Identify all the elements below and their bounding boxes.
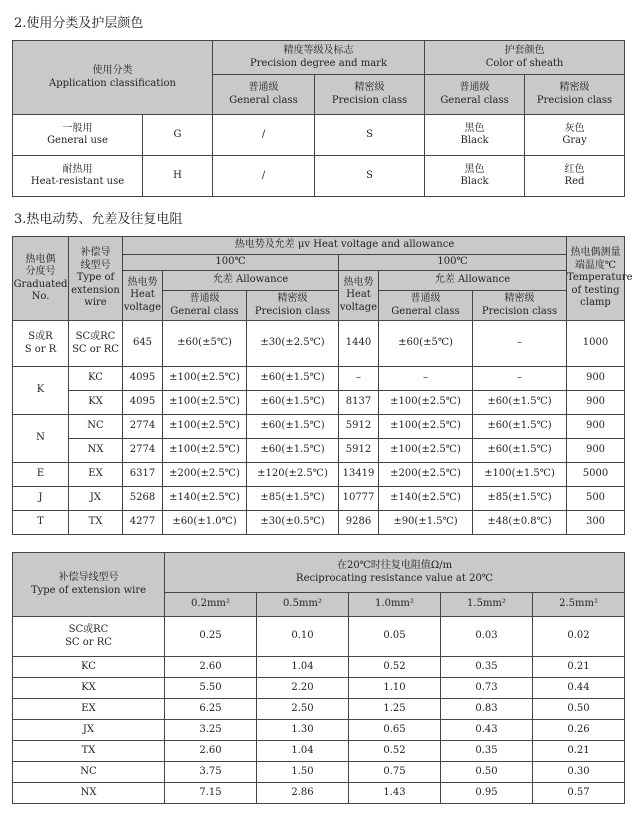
heat-voltage-header: 热电势及允差 μv Heat voltage and allowance — [123, 237, 567, 255]
table-row: 一般用 General use G / S 黑色 Black 灰色 Gray — [13, 115, 625, 156]
table-row: TX 2.60 1.04 0.52 0.35 0.21 — [13, 741, 625, 762]
allowance-header: 允差 Allowance — [379, 271, 567, 291]
size-header: 0.5mm² — [257, 593, 349, 617]
precision-class-header: 精密级 Precision class — [247, 291, 339, 321]
heat-voltage-table — [12, 236, 633, 535]
app-classification-header: 使用分类 Application classification — [13, 41, 213, 115]
precision-class-header: 精密级 Precision class — [525, 75, 625, 115]
section2-title: 2.使用分类及护层颜色 — [14, 16, 144, 31]
temp-100-header: 100℃ — [339, 255, 567, 271]
general-class-header: 普通级 General class — [213, 75, 315, 115]
precision-class-header: 精密级 Precision class — [315, 75, 425, 115]
testing-temp-header: 热电偶测量 端温度℃ Temperature of testing clamp — [567, 237, 625, 321]
table-row: E EX 6317 ±200(±2.5℃) ±120(±2.5℃) 13419 ±200(±2.5℃) ±100(±1.5℃) 5000 — [13, 463, 625, 487]
table-row: NX 2774 ±100(±2.5℃) ±60(±1.5℃) 5912 ±100(±2.5℃) ±60(±1.5℃) 900 — [13, 439, 625, 463]
general-class-header: 普通级 General class — [379, 291, 473, 321]
precision-header: 精度等级及标志 Precision degree and mark — [213, 41, 425, 75]
table-row: KX 4095 ±100(±2.5℃) ±60(±1.5℃) 8137 ±100(±2.5℃) ±60(±1.5℃) 900 — [13, 391, 625, 415]
table-row: NC 3.75 1.50 0.75 0.50 0.30 — [13, 762, 625, 783]
general-class-header: 普通级 General class — [425, 75, 525, 115]
general-class-header: 普通级 General class — [163, 291, 247, 321]
table-row: 耐热用 Heat-resistant use H / S 黑色 Black 红色 Red — [13, 156, 625, 197]
table-row: N NC 2774 ±100(±2.5℃) ±60(±1.5℃) 5912 ±100(±2.5℃) ±60(±1.5℃) 900 — [13, 415, 625, 439]
size-header: 1.5mm² — [441, 593, 533, 617]
heat-voltage-col: 热电势 Heat voltage — [123, 271, 163, 321]
table-row: T TX 4277 ±60(±1.0℃) ±30(±0.5℃) 9286 ±90(±1.5℃) ±48(±0.8℃) 300 — [13, 511, 625, 535]
table-row: EX 6.25 2.50 1.25 0.83 0.50 — [13, 699, 625, 720]
extension-type-header: 补偿导 线型号 Type of extension wire — [69, 237, 123, 321]
resistance-header: 在20℃时往复电阻值Ω/m Reciprocating resistance value at 20℃ — [165, 553, 625, 593]
precision-class-header: 精密级 Precision class — [473, 291, 567, 321]
table-row: NX 7.15 2.86 1.43 0.95 0.57 — [13, 783, 625, 804]
graduated-no-header: 热电偶 分度号 Graduated No. — [13, 237, 69, 321]
size-header: 2.5mm² — [533, 593, 625, 617]
section3-title: 3.热电动势、允差及往复电阻 — [14, 212, 183, 227]
table-row: SC或RC SC or RC 0.25 0.10 0.05 0.03 0.02 — [13, 617, 625, 657]
sheath-color-header: 护套颜色 Color of sheath — [425, 41, 625, 75]
classification-table — [12, 40, 625, 197]
table-row: J JX 5268 ±140(±2.5℃) ±85(±1.5℃) 10777 ±140(±2.5℃) ±85(±1.5℃) 500 — [13, 487, 625, 511]
extension-wire-type-header: 补偿导线型号 Type of extension wire — [13, 553, 165, 617]
table-row: KX 5.50 2.20 1.10 0.73 0.44 — [13, 678, 625, 699]
resistance-table — [12, 552, 625, 804]
table-row: JX 3.25 1.30 0.65 0.43 0.26 — [13, 720, 625, 741]
temp-100-header: 100℃ — [123, 255, 339, 271]
heat-voltage-col: 热电势 Heat voltage — [339, 271, 379, 321]
size-header: 0.2mm² — [165, 593, 257, 617]
size-header: 1.0mm² — [349, 593, 441, 617]
table-row: KC 2.60 1.04 0.52 0.35 0.21 — [13, 657, 625, 678]
table-row: S或R S or R SC或RC SC or RC 645 ±60(±5℃) ±30(±2.5℃) 1440 ±60(±5℃) – 1000 — [13, 321, 625, 367]
table-row: K KC 4095 ±100(±2.5℃) ±60(±1.5℃) – – – 900 — [13, 367, 625, 391]
allowance-header: 允差 Allowance — [163, 271, 339, 291]
